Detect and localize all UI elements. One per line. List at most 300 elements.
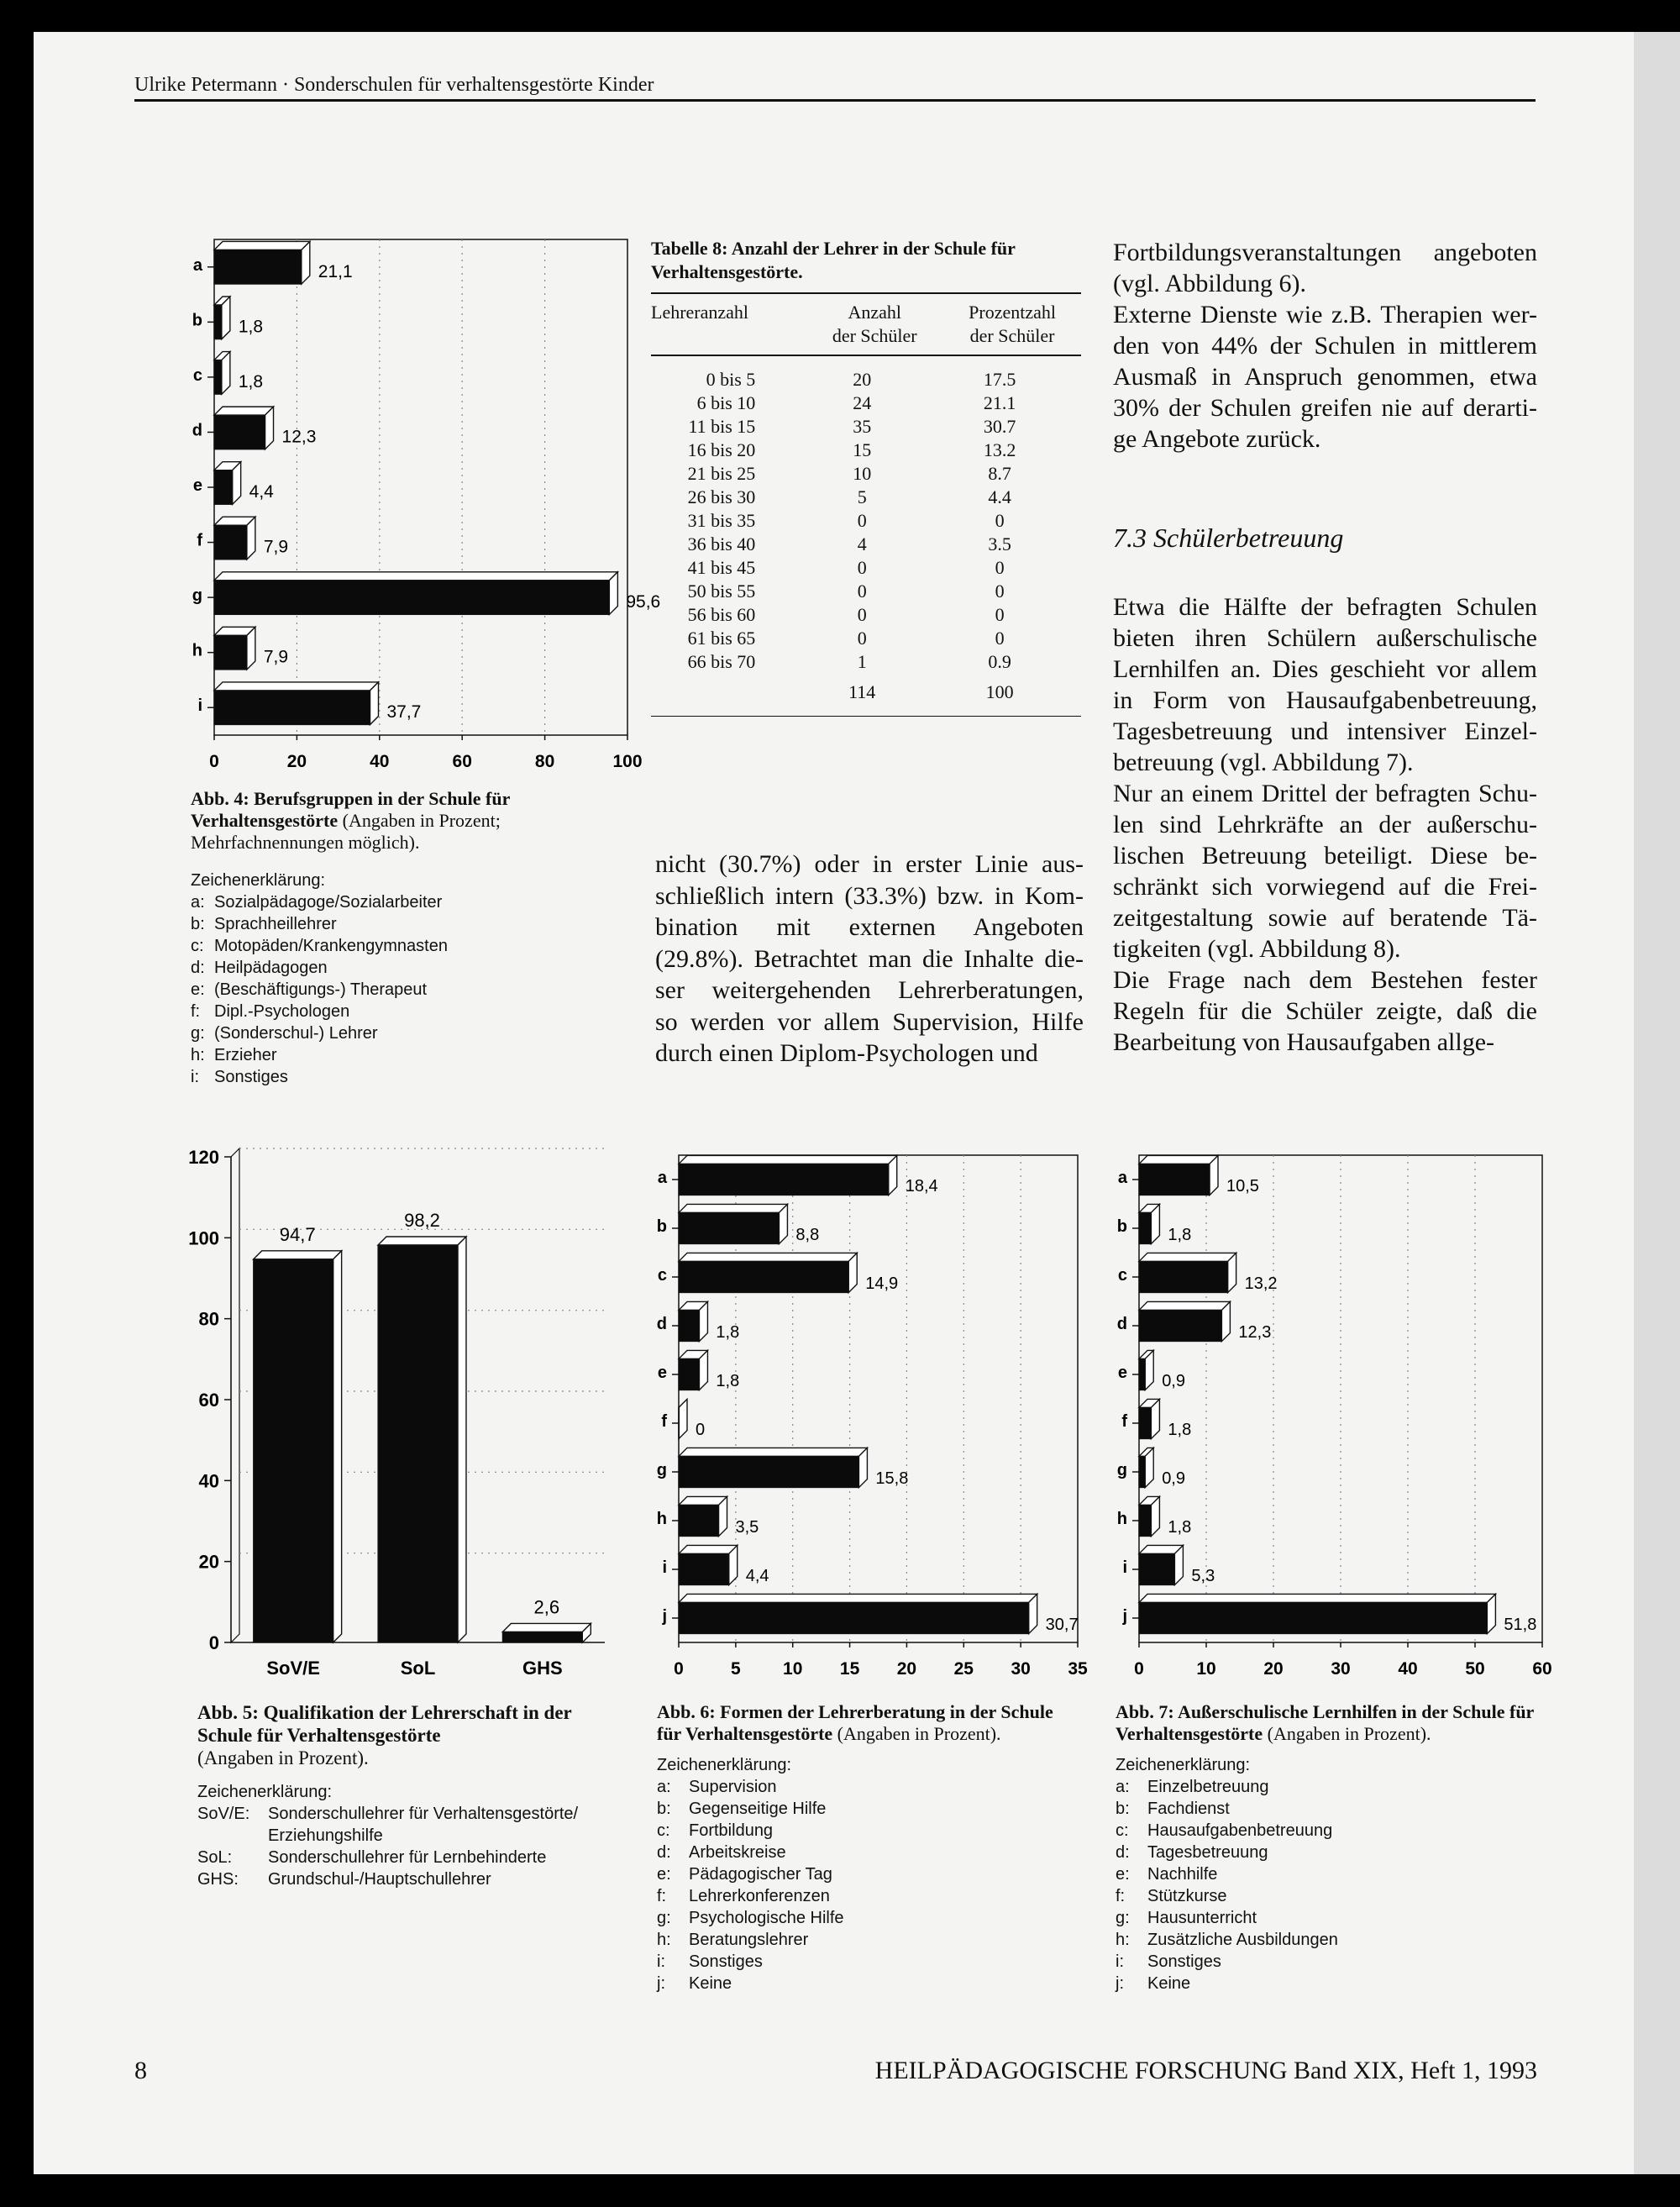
right-column-text-1 [1113, 237, 1537, 455]
legend-key: c: [657, 1821, 670, 1840]
legend-key: SoV/E: [197, 1805, 250, 1823]
legend-key: c: [1116, 1821, 1129, 1840]
value-label: 51,8 [1504, 1616, 1537, 1634]
table-8 [651, 237, 1081, 717]
legend-value: Gegenseitige Hilfe [689, 1800, 827, 1818]
y-tick-label: 40 [198, 1470, 219, 1492]
legend-key: c: [191, 937, 204, 955]
back-wall-edge [231, 1148, 239, 1642]
bar-top-face [378, 1237, 466, 1245]
legend-value: Hausunterricht [1147, 1909, 1257, 1927]
figure-7-caption-title: Abb. 7: Außerschulische Lernhilfen in der Schule für Verhaltensgestörte [1116, 1701, 1534, 1744]
table-8-grid [651, 301, 1081, 348]
table-cell: 11 bis 15 [688, 415, 756, 437]
legend-key: a: [191, 893, 205, 912]
table-cell: 21 bis 25 [687, 462, 756, 484]
table-cell: 0 [857, 509, 867, 531]
table-cell: 0 [857, 580, 867, 602]
category-label: d [192, 421, 202, 440]
text-line: ser weitergehenden Lehrerberatungen, [655, 976, 1084, 1004]
table-cell: 1 [857, 650, 867, 672]
bar [214, 470, 233, 505]
bar-top-face [502, 1623, 591, 1632]
bar-side-face [458, 1237, 466, 1642]
table-row [651, 439, 1081, 462]
right-column-text-2 [1113, 591, 1537, 1058]
text-line: bieten ihren Schülern außerschulische [1113, 624, 1537, 652]
bar [1139, 1358, 1145, 1390]
value-label: 7,9 [263, 537, 289, 557]
bar-side-face [247, 517, 255, 560]
legend-key: i: [1116, 1952, 1124, 1971]
table-row [651, 391, 1081, 415]
value-label: 2,6 [533, 1596, 560, 1618]
bar-top-face [1139, 1301, 1230, 1310]
category-label: j [1122, 1607, 1127, 1626]
legend-key: f: [657, 1887, 667, 1905]
x-tick-label: 10 [783, 1659, 803, 1679]
text-line: (29.8%). Betrachtet man die Inhalte die- [655, 944, 1084, 973]
category-label: a [192, 255, 202, 275]
legend-key: b: [1116, 1800, 1130, 1818]
legend-value: Nachhilfe [1147, 1865, 1218, 1884]
legend-item [1116, 1820, 1536, 1842]
bar [679, 1164, 889, 1195]
table-rule-mid [651, 355, 1081, 356]
bar-side-face [222, 352, 230, 395]
bar [1139, 1164, 1210, 1195]
category-label: GHS [522, 1658, 563, 1679]
legend-value: Grundschul-/Hauptschullehrer [268, 1870, 491, 1889]
category-label: g [1116, 1461, 1127, 1479]
bar [378, 1245, 458, 1642]
table-cell: 0 [857, 627, 867, 649]
text-line: len sind Lehrkräfte an der außerschu- [1113, 811, 1537, 838]
table-cell: 10 [853, 462, 872, 484]
category-label: f [1121, 1412, 1127, 1431]
y-tick-label: 0 [208, 1632, 219, 1653]
bar [679, 1456, 858, 1487]
text-line: Die Frage nach dem Bestehen fester [1113, 966, 1537, 994]
x-tick-label: 30 [1011, 1659, 1031, 1679]
col-header-prozent-line1: Prozentzahl [969, 302, 1056, 323]
legend-value: Lehrerkonferenzen [689, 1887, 830, 1905]
legend-value: Beratungslehrer [689, 1931, 809, 1949]
bar-side-face [333, 1251, 342, 1642]
value-label: 95,6 [626, 592, 661, 612]
category-label: a [657, 1169, 667, 1187]
bar-top-face [679, 1204, 787, 1212]
legend-item [1116, 1776, 1536, 1798]
text-line: Externe Dienste wie z.B. Therapien wer- [1113, 301, 1537, 328]
table-cell: 31 bis 35 [687, 509, 756, 531]
bar-side-face [609, 572, 617, 615]
legend-item [191, 891, 644, 913]
bar [1139, 1505, 1151, 1536]
legend-item [657, 1885, 1081, 1907]
table-cell: 13.2 [983, 439, 1016, 460]
table-cell: 0 [995, 627, 1005, 649]
col-header-anzahl-line2: der Schüler [832, 325, 917, 346]
table-cell: 61 bis 65 [687, 627, 756, 649]
x-tick-label: 40 [370, 752, 390, 771]
running-head: Ulrike Petermann · Sonderschulen für verhaltensgestörte Kinder [134, 74, 654, 96]
table-cell: 0 [995, 603, 1005, 625]
bar-side-face [679, 1399, 687, 1438]
y-tick-label: 100 [188, 1227, 219, 1249]
value-label: 1,8 [238, 371, 264, 391]
legend-key: g: [657, 1909, 671, 1927]
figure-7-caption [1116, 1701, 1536, 1745]
table-cell: 6 bis 10 [696, 391, 756, 413]
table-cell: 0 [857, 603, 867, 625]
text-line: Bearbeitung von Hausaufgaben allge- [1113, 1028, 1494, 1056]
text-line: 30% der Schulen greifen nie auf derarti- [1113, 394, 1537, 422]
category-label: b [656, 1217, 667, 1236]
legend-key: h: [191, 1046, 205, 1064]
figure-4-caption-title: Abb. 4: Berufsgruppen in der Schule für Verhaltensgestörte [191, 788, 510, 831]
bar [679, 1261, 848, 1292]
legend-value: Sozialpädagoge/Sozialarbeiter [214, 893, 443, 912]
text-line: ge Angebote zurück. [1113, 425, 1321, 453]
value-label: 1,8 [1168, 1226, 1192, 1244]
bar [1139, 1212, 1151, 1243]
figure-4-chart [181, 239, 661, 777]
value-label: 12,3 [281, 427, 317, 447]
legend-key: e: [191, 980, 205, 999]
y-tick-label: 60 [198, 1390, 219, 1411]
legend-value: Stützkurse [1147, 1887, 1227, 1905]
table-row [651, 486, 1081, 509]
bar-side-face [222, 297, 230, 339]
text-line: Etwa die Hälfte der befragten Schulen [1113, 593, 1537, 621]
value-label: 1,8 [1168, 1421, 1192, 1439]
legend-key: b: [657, 1800, 671, 1818]
legend-value: Fachdienst [1147, 1800, 1230, 1818]
text-line: Fortbildungsveranstaltungen angeboten [1113, 239, 1537, 266]
page-number: 8 [134, 2057, 147, 2084]
category-label: g [192, 586, 202, 606]
table-cell: 20 [853, 368, 872, 390]
bar [1139, 1456, 1145, 1487]
figure-5-legend-title: Zeichenerklärung: [197, 1783, 333, 1801]
legend-item [191, 957, 644, 979]
bar-top-face [254, 1251, 342, 1259]
value-label: 30,7 [1045, 1616, 1079, 1634]
legend-value: Sonstiges [689, 1952, 763, 1971]
col-header-prozent-line2: der Schüler [969, 325, 1055, 346]
figure-6-legend-title: Zeichenerklärung: [657, 1756, 792, 1774]
category-label: h [1116, 1510, 1127, 1528]
table-cell: 4.4 [988, 486, 1011, 507]
table-total-row [651, 680, 1081, 704]
category-label: c [192, 365, 202, 385]
text-line: schließlich intern (33.3%) bzw. in Kom- [655, 881, 1084, 910]
legend-value: Sprachheillehrer [214, 915, 337, 933]
value-label: 3,5 [735, 1518, 759, 1537]
table-cell: 0.9 [988, 650, 1011, 672]
total-percent: 100 [985, 680, 1014, 702]
category-label: d [656, 1315, 667, 1333]
legend-item [657, 1820, 1081, 1842]
table-cell: 0 [857, 556, 867, 578]
value-label: 10,5 [1226, 1177, 1259, 1195]
legend-value: Arbeitskreise [689, 1843, 786, 1862]
legend-value: Heilpädagogen [214, 959, 328, 977]
text-line: Lernhilfen an. Dies geschieht vor allem [1113, 655, 1537, 683]
legend-item [191, 1022, 644, 1044]
bar [254, 1259, 333, 1642]
text-line: (vgl. Abbildung 6). [1113, 270, 1306, 297]
table-8-body [651, 368, 1081, 674]
legend-item [1116, 1973, 1536, 1994]
bar-top-face [1139, 1253, 1236, 1261]
value-label: 1,8 [716, 1372, 740, 1390]
text-line: Tagesbetreuung und intensiver Einzel- [1113, 717, 1537, 745]
figure-5-caption-title: Abb. 5: Qualifikation der Lehrerschaft in der Schule für Verhaltensgestörte [197, 1702, 572, 1746]
bar [214, 525, 247, 560]
bar [679, 1212, 779, 1243]
bar [1139, 1407, 1151, 1438]
table-cell: 26 bis 30 [687, 486, 756, 507]
col-header-anzahl [806, 301, 943, 348]
legend-value: Dipl.-Psychologen [214, 1002, 350, 1021]
bar [1139, 1261, 1228, 1292]
figure-6-legend [657, 1754, 1081, 1994]
x-tick-label: 0 [1134, 1659, 1144, 1679]
table-cell: 4 [857, 533, 867, 554]
table-cell: 41 bis 45 [687, 556, 756, 578]
legend-item [657, 1951, 1081, 1973]
table-cell: 56 bis 60 [687, 603, 756, 625]
legend-value: Psychologische Hilfe [689, 1909, 844, 1927]
table-8-header [651, 301, 1081, 348]
legend-value: Keine [1147, 1974, 1191, 1993]
figure-4-legend [191, 870, 644, 1088]
legend-item [1116, 1885, 1536, 1907]
legend-item [191, 1001, 644, 1022]
category-label: SoL [400, 1658, 436, 1679]
legend-item [657, 1907, 1081, 1929]
table-row [651, 368, 1081, 391]
col-header-lehreranzahl: Lehreranzahl [651, 302, 749, 323]
figure-7-legend-title: Zeichenerklärung: [1116, 1756, 1251, 1774]
table-row [651, 627, 1081, 650]
col-header-prozent [943, 301, 1081, 348]
value-label: 1,8 [238, 317, 264, 337]
category-label: c [1117, 1266, 1127, 1285]
category-label: f [661, 1412, 667, 1431]
bar [1139, 1310, 1221, 1341]
figure-6-caption-note: (Angaben in Prozent). [832, 1723, 1001, 1744]
bar [502, 1632, 582, 1642]
legend-item [191, 979, 644, 1001]
text-line: bination mit externen Angeboten [655, 913, 1084, 941]
x-tick-label: 40 [1398, 1659, 1418, 1679]
table-row [651, 509, 1081, 533]
table-cell: 0 bis 5 [706, 368, 756, 390]
figure-6-chart [647, 1147, 1100, 1693]
legend-key: GHS: [197, 1870, 239, 1889]
legend-key: f: [191, 1002, 201, 1021]
legend-key: d: [657, 1843, 671, 1862]
text-line: den von 44% der Schulen in mittlerem [1113, 332, 1537, 360]
value-label: 0 [696, 1421, 706, 1439]
table-cell: 17.5 [983, 368, 1016, 390]
figure-7-chart [1100, 1147, 1571, 1693]
bar [679, 1505, 719, 1536]
legend-value: Pädagogischer Tag [689, 1865, 832, 1884]
x-tick-label: 25 [953, 1659, 974, 1679]
legend-item [657, 1798, 1081, 1820]
bar [679, 1358, 699, 1390]
legend-item [191, 913, 644, 935]
bar-top-face [679, 1448, 867, 1456]
table-cell: 36 bis 40 [687, 533, 756, 554]
x-tick-label: 15 [839, 1659, 860, 1679]
x-tick-label: 60 [1532, 1659, 1552, 1679]
category-label: e [657, 1364, 667, 1382]
legend-value: (Sonderschul-) Lehrer [214, 1024, 378, 1043]
value-label: 0,9 [1162, 1469, 1186, 1488]
legend-value: Fortbildung [689, 1821, 774, 1840]
figure-4-caption [191, 788, 644, 854]
legend-value: Sonstiges [1147, 1952, 1221, 1971]
legend-item [1116, 1798, 1536, 1820]
bar-side-face [302, 241, 310, 284]
legend-item [657, 1776, 1081, 1798]
bar-side-face [370, 682, 378, 725]
legend-value: Supervision [689, 1778, 777, 1796]
value-label: 0,9 [1162, 1372, 1186, 1390]
x-tick-label: 80 [534, 752, 555, 771]
table-rule-top [651, 292, 1081, 294]
text-line: Regeln für die Schüler zeigte, daß die [1113, 997, 1537, 1025]
legend-item [657, 1973, 1081, 1994]
legend-key: h: [1116, 1931, 1130, 1949]
bar-top-face [679, 1155, 897, 1164]
bar [679, 1602, 1029, 1633]
legend-value: Sonstiges [214, 1068, 288, 1086]
table-row [651, 415, 1081, 439]
text-line: Ausmaß in Anspruch genommen, etwa [1113, 363, 1537, 391]
bar-top-face [679, 1545, 738, 1553]
x-tick-label: 100 [612, 752, 643, 771]
legend-item [657, 1929, 1081, 1951]
figure-5-chart [185, 1147, 630, 1693]
bar-top-face [679, 1594, 1037, 1602]
figure-5-caption [197, 1701, 627, 1769]
legend-key: d: [191, 959, 205, 977]
legend-item [1116, 1929, 1536, 1951]
bar-top-face [214, 682, 378, 691]
y-tick-label: 80 [198, 1308, 219, 1330]
text-line: Nur an einem Drittel der befragten Schu- [1113, 780, 1537, 807]
text-line: lischen Betreuung beteiligt. Diese be- [1113, 842, 1537, 870]
table-row [651, 462, 1081, 486]
value-label: 7,9 [263, 647, 289, 667]
bar-top-face [214, 572, 617, 581]
bar-side-face [265, 407, 274, 449]
legend-item [197, 1868, 627, 1890]
legend-key: i: [191, 1068, 199, 1086]
middle-column-text [655, 849, 1084, 1069]
legend-value: Erzieher [214, 1046, 277, 1064]
legend-value: Sonderschullehrer für Lernbehinderte [268, 1848, 547, 1867]
x-tick-label: 20 [1263, 1659, 1284, 1679]
bar [214, 635, 247, 670]
bar-top-face [1139, 1155, 1218, 1164]
legend-value: Sonderschullehrer für Verhaltensgestörte/ Erziehungshilfe [268, 1805, 579, 1845]
legend-key: j: [1116, 1974, 1124, 1993]
bar [679, 1553, 729, 1584]
category-label: j [662, 1607, 667, 1626]
value-label: 18,4 [905, 1177, 938, 1195]
text-line: durch einen Diplom-Psychologen und [655, 1039, 1038, 1067]
col-header-anzahl-line1: Anzahl [848, 302, 901, 323]
legend-key: SoL: [197, 1848, 233, 1867]
header-rule [134, 99, 1536, 102]
table-cell: 15 [853, 439, 872, 460]
bar [214, 691, 370, 725]
legend-value: Hausaufgabenbetreuung [1147, 1821, 1333, 1840]
table-cell: 0 [995, 556, 1005, 578]
bar [214, 305, 222, 339]
legend-key: j: [657, 1974, 665, 1993]
table-8-title: Tabelle 8: Anzahl der Lehrer in der Schule für Verhaltensgestörte. [651, 238, 1016, 282]
category-label: b [192, 311, 202, 330]
x-tick-label: 5 [731, 1659, 741, 1679]
legend-key: e: [1116, 1865, 1130, 1884]
category-label: h [656, 1510, 667, 1528]
category-label: d [1116, 1315, 1127, 1333]
figure-7-legend [1116, 1754, 1536, 1994]
legend-key: i: [657, 1952, 665, 1971]
legend-item [1116, 1951, 1536, 1973]
y-tick-label: 20 [198, 1551, 219, 1573]
bar [214, 581, 609, 615]
figure-5-legend [197, 1781, 627, 1890]
text-line: so werden vor allem Supervision, Hilfe [655, 1007, 1084, 1036]
value-label: 12,3 [1238, 1323, 1272, 1342]
value-label: 94,7 [279, 1223, 316, 1245]
value-label: 37,7 [386, 702, 422, 723]
value-label: 15,8 [875, 1469, 909, 1488]
bar [679, 1310, 699, 1341]
bar [679, 1407, 680, 1438]
table-row [651, 580, 1081, 603]
bar [1139, 1602, 1487, 1633]
category-label: a [1117, 1169, 1127, 1187]
x-tick-label: 60 [452, 752, 472, 771]
table-row [651, 556, 1081, 580]
bar [1139, 1553, 1174, 1584]
value-label: 5,3 [1191, 1567, 1215, 1585]
x-tick-label: 10 [1196, 1659, 1216, 1679]
table-cell: 21.1 [983, 391, 1016, 413]
value-label: 1,8 [716, 1323, 740, 1342]
legend-value: Tagesbetreuung [1147, 1843, 1268, 1862]
legend-item [191, 1044, 644, 1066]
table-cell: 24 [853, 391, 872, 413]
value-label: 14,9 [865, 1274, 899, 1293]
category-label: SoV/E [266, 1658, 320, 1679]
text-line: tigkeiten (vgl. Abbildung 8). [1113, 935, 1401, 963]
value-label: 4,4 [249, 482, 274, 502]
figure-4-caption-note: (Angaben in Prozent; Mehrfachnennungen möglich). [191, 810, 501, 853]
category-label: c [657, 1266, 667, 1285]
x-tick-label: 0 [209, 752, 219, 771]
